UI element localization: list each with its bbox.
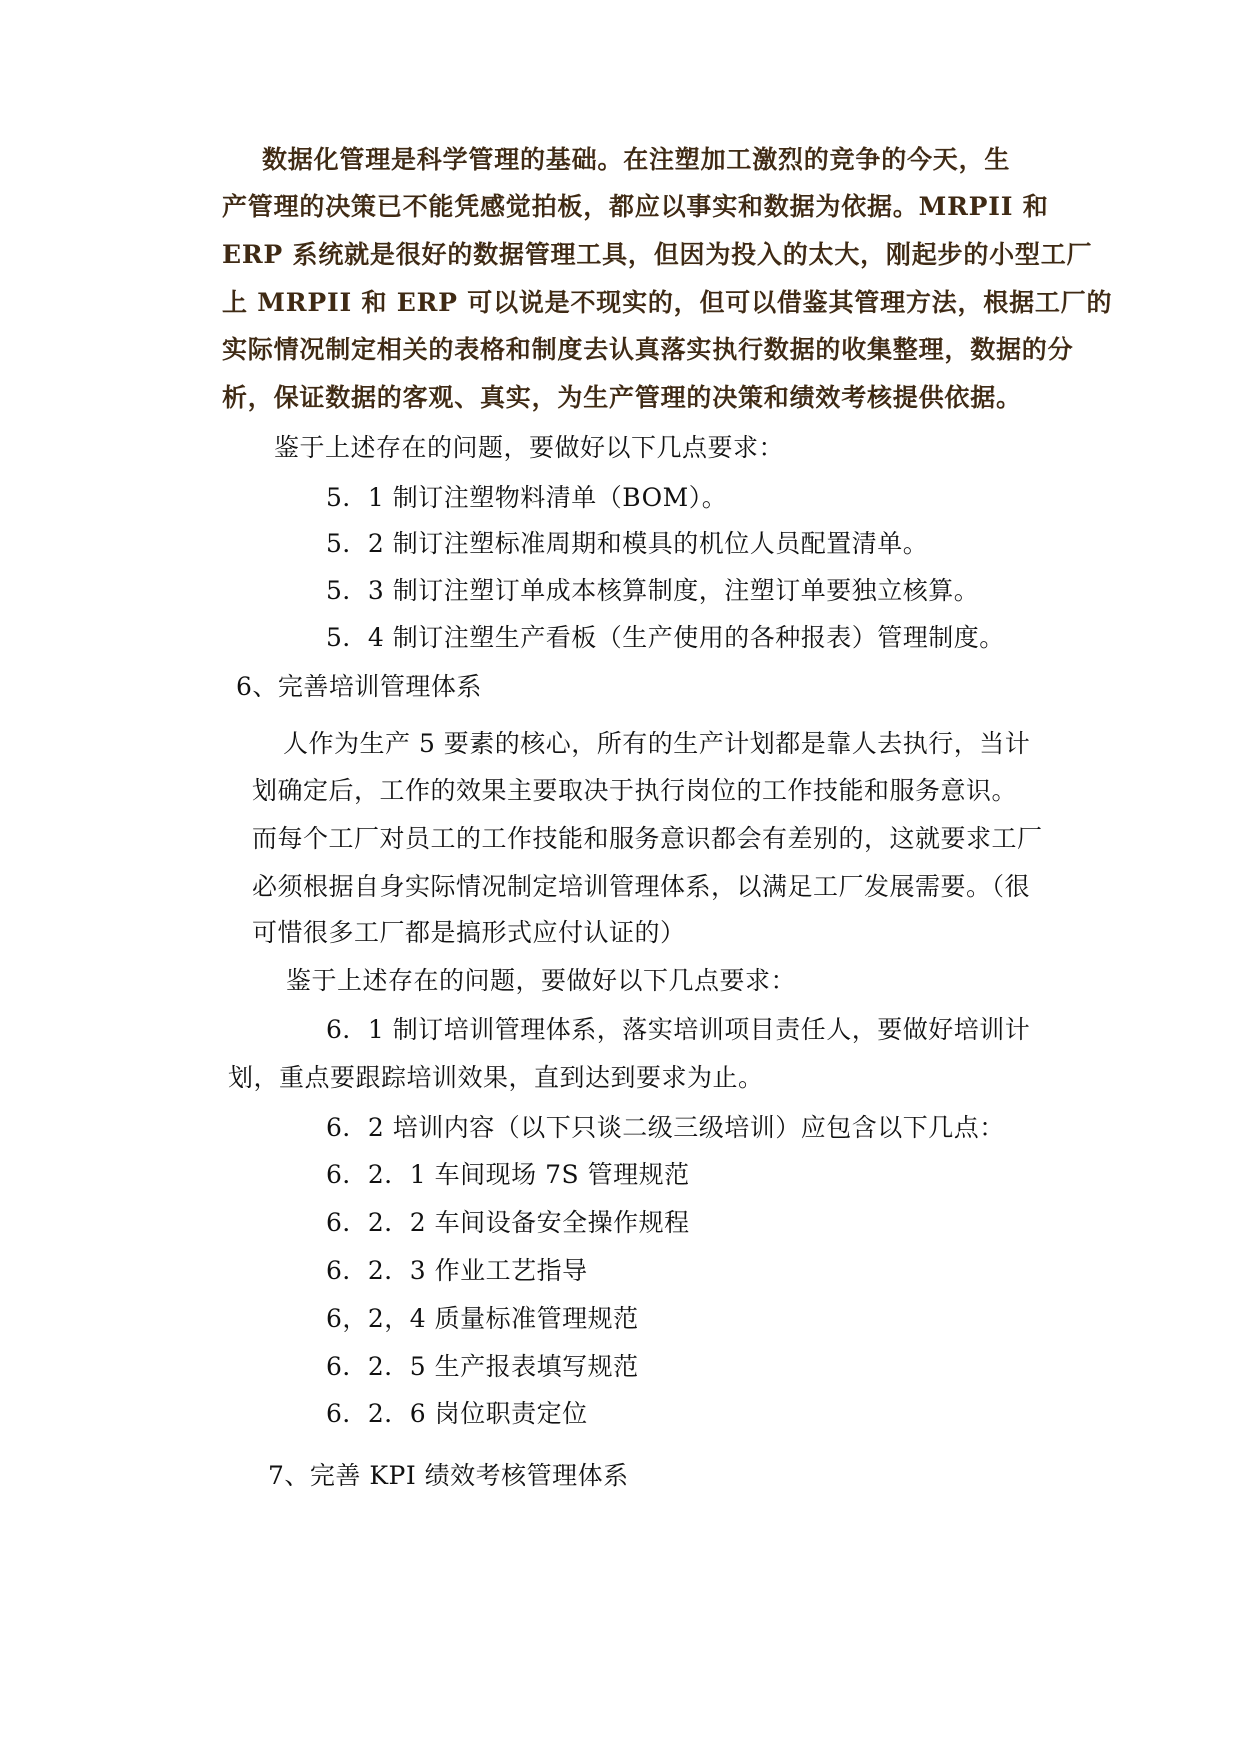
paragraph-6-line: 人作为生产 5 要素的核心，所有的生产计划都是靠人去执行，当计 xyxy=(283,729,1031,758)
list-item: 5．3 制订注塑订单成本核算制度，注塑订单要独立核算。 xyxy=(326,576,980,605)
sub-list-item: 6．2．5 生产报表填写规范 xyxy=(326,1352,639,1381)
paragraph-1-line: ERP 系统就是很好的数据管理工具，但因为投入的太大，刚起步的小型工厂 xyxy=(222,240,1093,269)
paragraph-6-line: 而每个工厂对员工的工作技能和服务意识都会有差别的，这就要求工厂 xyxy=(252,824,1043,853)
paragraph-1-line: 实际情况制定相关的表格和制度去认真落实执行数据的收集整理，数据的分 xyxy=(222,335,1074,364)
sub-list-item: 6．2．3 作业工艺指导 xyxy=(326,1256,588,1285)
list-item: 5．2 制订注塑标准周期和模具的机位人员配置清单。 xyxy=(326,529,929,558)
paragraph-6-line: 必须根据自身实际情况制定培训管理体系，以满足工厂发展需要。（很 xyxy=(252,872,1031,901)
section-6-title: 6、完善培训管理体系 xyxy=(236,672,482,701)
paragraph-1-line: 产管理的决策已不能凭感觉拍板，都应以事实和数据为依据。MRPII 和 xyxy=(222,192,1049,221)
requirements-intro: 鉴于上述存在的问题，要做好以下几点要求： xyxy=(286,966,797,995)
list-item: 5．1 制订注塑物料清单（BOM）。 xyxy=(326,483,728,512)
paragraph-6-line: 可惜很多工厂都是搞形式应付认证的） xyxy=(252,918,686,947)
paragraph-1-line: 数据化管理是科学管理的基础。在注塑加工激烈的竞争的今天，生 xyxy=(262,145,1011,174)
section-7-title: 7、完善 KPI 绩效考核管理体系 xyxy=(268,1461,629,1490)
sub-list-item: 6．2．1 车间现场 7S 管理规范 xyxy=(326,1160,690,1189)
sub-list-item: 6．2．6 岗位职责定位 xyxy=(326,1399,588,1428)
requirements-intro: 鉴于上述存在的问题，要做好以下几点要求： xyxy=(274,433,785,462)
list-item: 6．1 制订培训管理体系，落实培训项目责任人，要做好培训计 xyxy=(326,1015,1031,1044)
list-item: 5．4 制订注塑生产看板（生产使用的各种报表）管理制度。 xyxy=(326,623,1005,652)
paragraph-1-line: 析，保证数据的客观、真实，为生产管理的决策和绩效考核提供依据。 xyxy=(222,383,1022,412)
paragraph-6-line: 划确定后，工作的效果主要取决于执行岗位的工作技能和服务意识。 xyxy=(252,776,1018,805)
sub-list-item: 6．2．2 车间设备安全操作规程 xyxy=(326,1208,690,1237)
sub-list-item: 6，2，4 质量标准管理规范 xyxy=(326,1304,639,1333)
paragraph-1-line: 上 MRPII 和 ERP 可以说是不现实的，但可以借鉴其管理方法，根据工厂的 xyxy=(222,288,1113,317)
list-item: 6．2 培训内容（以下只谈二级三级培训）应包含以下几点： xyxy=(326,1113,1005,1142)
list-item-continuation: 划，重点要跟踪培训效果，直到达到要求为止。 xyxy=(228,1063,764,1092)
